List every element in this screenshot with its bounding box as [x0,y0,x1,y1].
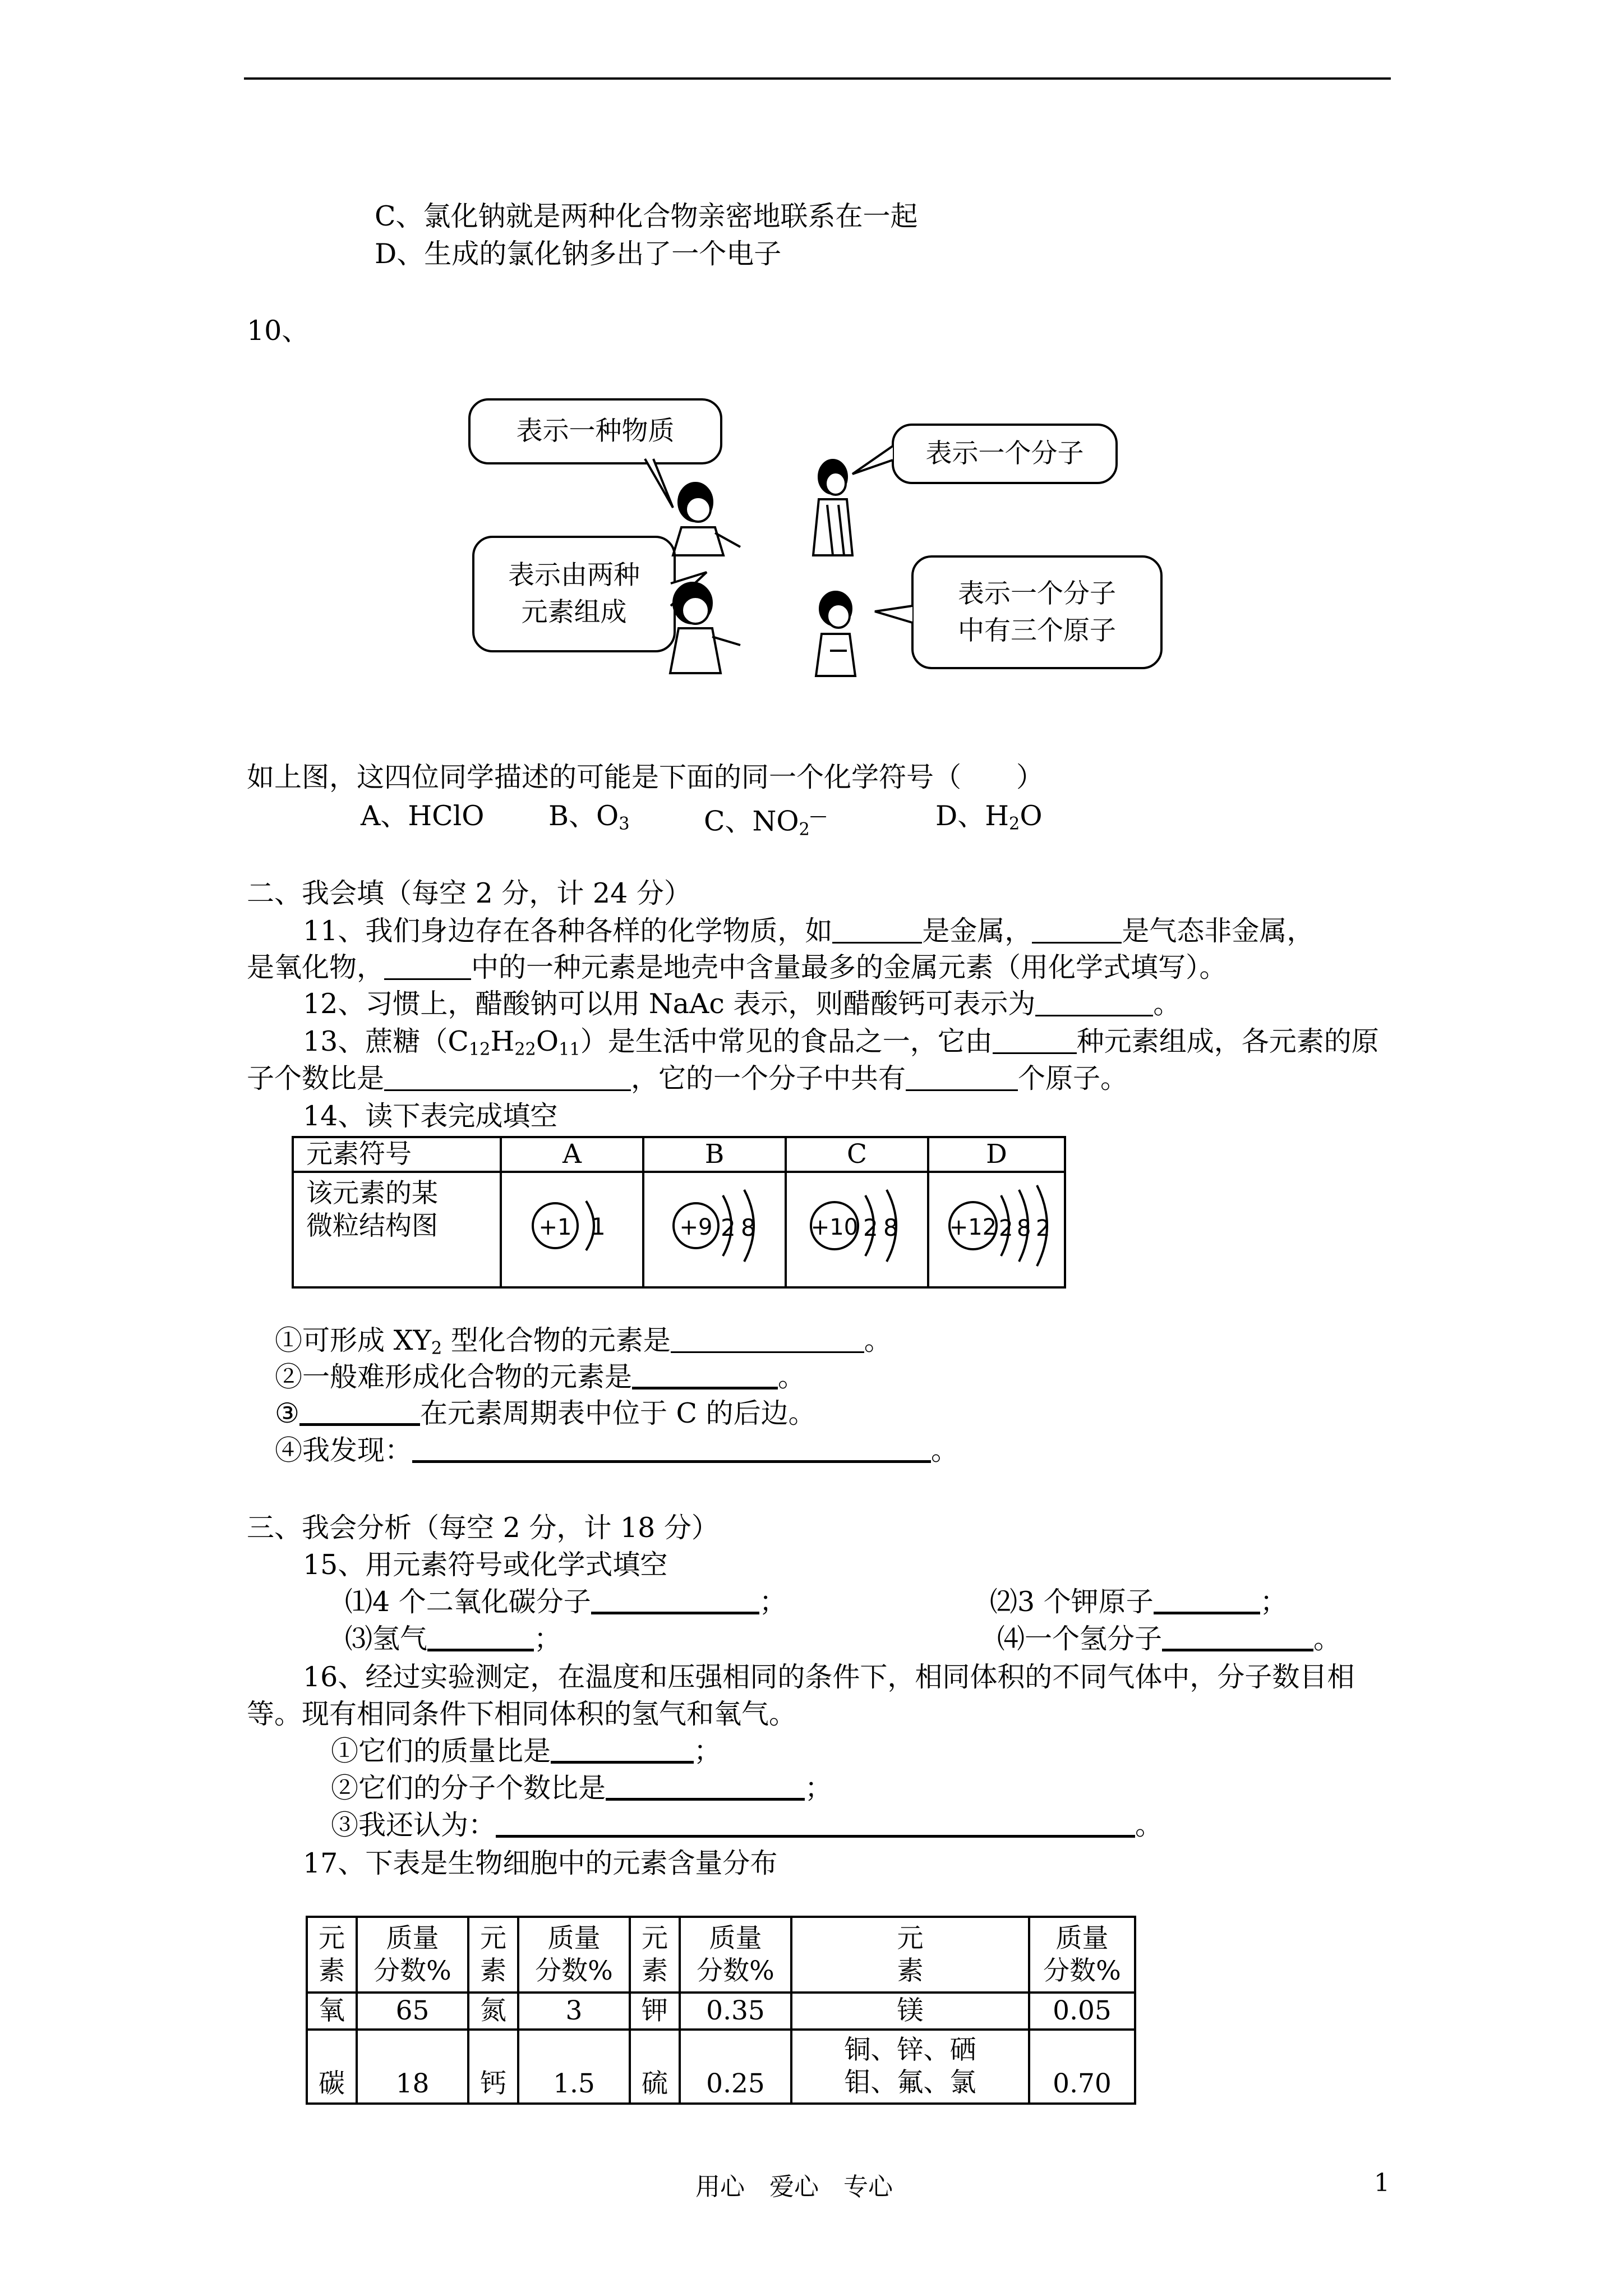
th-mass [1029,1917,1135,1993]
students-icon [460,387,1172,690]
text: O [1020,800,1043,832]
blank [1162,1624,1313,1651]
q13-line2 [247,1062,1128,1096]
q9-option-c: C、氯化钠就是两种化合物亲密地联系在一起 [375,200,918,232]
table-cell: 镁 [791,1993,1029,2030]
text: 分数% [1043,1955,1121,1986]
subscript: 22 [514,1039,536,1060]
text: 素 [480,1955,506,1986]
blank [906,1065,1018,1091]
bubble-text: 中有三个原子 [958,615,1116,646]
q15-4 [997,1622,1341,1656]
text: 素 [642,1955,668,1986]
atom-diagram-c [786,1172,928,1287]
table-cell [791,2030,1029,2104]
footer-motto: 用心 爱心 专心 [695,2173,893,2201]
bubble-text: 元素组成 [521,597,627,628]
table-cell: 1.5 [518,2030,630,2104]
blank [1035,990,1153,1016]
q10-option-a: A、HClO [361,800,485,832]
table-header-label: 元素符号 [293,1137,501,1172]
subscript: 2 [431,1338,442,1359]
q10-option-b [548,799,630,841]
text: 。 [931,1434,959,1466]
text: 分数% [535,1955,613,1986]
text: 质量 [386,1922,439,1954]
q16-line1: 16、经过实验测定，在温度和压强相同的条件下，相同体积的不同气体中，分子数目相 [303,1661,1355,1693]
q15-2 [990,1585,1288,1619]
nucleus-label: +10 [810,1214,859,1240]
blank [1154,1587,1260,1614]
q15-1 [345,1585,787,1619]
text: ⑶氢气 [345,1623,428,1655]
atom-structure-icon [787,1173,927,1278]
shell-label: 8 [1017,1216,1031,1241]
page-number: 1 [1374,2169,1390,2197]
text: 13、蔗糖（C [303,1025,469,1057]
q12 [303,987,1181,1021]
blank [551,1736,694,1764]
text: 12、习惯上，醋酸钠可以用 NaAc 表示，则醋酸钙可表示为 [303,988,1036,1020]
q16-line2: 等。现有相同条件下相同体积的氢气和氧气。 [247,1698,797,1730]
q10-option-c [704,799,827,846]
section2-heading: 二、我会填（每空 2 分，计 24 分） [247,877,691,909]
bubble-text: 表示一个分子 [958,578,1116,609]
blank [606,1773,805,1801]
text: ）是生活中常见的食品之一，它由 [580,1025,993,1057]
shell-label: 2 [999,1216,1013,1241]
text: 分数% [697,1955,774,1986]
nucleus-label: +1 [538,1214,572,1240]
text: 11、我们身边存在各种各样的化学物质，如 [303,915,833,947]
table-cell: 钾 [630,1993,680,2030]
shell-label: 1 [591,1213,606,1240]
blank [496,1810,1135,1838]
atom-diagram-b [643,1172,786,1287]
cartoon-figure [460,387,1172,690]
th-mass [357,1917,468,1993]
table-cell: 3 [518,1993,630,2030]
blank [384,1065,631,1091]
text: 个原子。 [1018,1062,1128,1094]
text: 微粒结构图 [306,1211,438,1241]
subscript: 11 [559,1039,580,1060]
subscript: 2 [1009,814,1020,834]
table-cell: 65 [357,1993,468,2030]
text: 质量 [547,1922,601,1954]
nucleus-label: +9 [679,1214,713,1240]
text: ④我发现： [275,1434,413,1466]
q16-2 [331,1772,832,1805]
table-row [307,2030,1135,2104]
q13-line1 [303,1025,1379,1067]
q14-title: 14、读下表完成填空 [303,1100,558,1132]
subscript: 12 [468,1039,491,1060]
th-mass [518,1917,630,1993]
text: B、O [548,800,619,832]
text: ③我还认为： [331,1809,496,1841]
blank [993,1028,1077,1054]
text: ； [694,1735,722,1767]
cell-element-table [306,1916,1136,2105]
text: 在元素周期表中位于 C 的后边。 [419,1397,816,1429]
blank [632,1362,778,1389]
text: 中的一种元素是地壳中含量最多的金属元素（用化学式填写）。 [471,951,1227,983]
table-cell: 氮 [468,1993,518,2030]
th-element [307,1917,357,1993]
atom-structure-icon [644,1173,785,1278]
text: 元 [642,1922,668,1954]
text: ； [534,1623,562,1655]
q14-4 [275,1434,958,1467]
table-cell: 0.35 [680,1993,791,2030]
table-row-label [293,1172,501,1287]
atom-structure-icon [502,1173,642,1278]
text: ③ [275,1397,299,1429]
shell-label: 8 [883,1214,898,1241]
bubble-text: 表示一种物质 [516,416,675,447]
shell-label: 2 [863,1214,878,1241]
atom-structure-icon [929,1173,1064,1278]
q14-2 [275,1360,805,1394]
blank [412,1435,931,1463]
text: 元 [480,1922,506,1954]
blank [591,1587,759,1614]
text: ①它们的质量比是 [331,1735,551,1767]
text: D、H [935,800,1009,832]
text: 。 [778,1361,806,1393]
q15-3 [345,1622,561,1656]
text: ⑷一个氢分子 [997,1623,1163,1655]
text: ②一般难形成化合物的元素是 [275,1361,633,1393]
q15-title: 15、用元素符号或化学式填空 [303,1549,668,1581]
text: 元 [319,1922,345,1954]
superscript: — [809,806,827,826]
shell-label: 2 [721,1214,736,1241]
text: 钼、氟、氯 [844,2067,976,2098]
text: 该元素的某 [306,1178,438,1209]
text: 种元素组成，各元素的原 [1076,1025,1379,1057]
blank [384,954,471,980]
blank [299,1398,420,1426]
text: 。 [864,1324,892,1356]
text: 是氧化物， [247,951,385,983]
th-mass [680,1917,791,1993]
blank [671,1327,864,1353]
table-col-a: A [501,1137,643,1172]
blank [1032,917,1122,944]
blank [832,917,922,944]
th-element [468,1917,518,1993]
section3-heading: 三、我会分析（每空 2 分，计 18 分） [247,1512,719,1544]
table-cell: 碳 [307,2030,357,2104]
subscript: 2 [799,820,810,840]
text: 是气态非金属， [1122,915,1315,947]
q16-3 [331,1809,1163,1842]
table-cell: 氧 [307,1993,357,2030]
text: O [536,1025,559,1057]
text: ； [759,1586,787,1618]
table-col-c: C [786,1137,928,1172]
th-element [630,1917,680,1993]
q9-option-d: D、生成的氯化钠多出了一个电子 [375,238,782,270]
table-cell: 0.25 [680,2030,791,2104]
bubble-text: 表示由两种 [508,560,640,591]
q14-1 [275,1324,892,1366]
table-cell: 0.70 [1029,2030,1135,2104]
q16-1 [331,1734,721,1768]
text: ⑴4 个二氧化碳分子 [345,1586,591,1618]
text: ②它们的分子个数比是 [331,1772,606,1804]
text: 质量 [1055,1922,1109,1954]
blank [427,1624,534,1651]
table-col-b: B [643,1137,786,1172]
text: ； [1260,1586,1288,1618]
text: 质量 [709,1922,762,1954]
text: 型化合物的元素是 [442,1324,671,1356]
q10-option-d [935,799,1043,841]
text: 。 [1153,988,1181,1020]
shell-label: 2 [1036,1216,1050,1241]
q10-number: 10、 [247,315,310,347]
text: 。 [1135,1809,1163,1841]
text: ①可形成 XY [275,1324,431,1356]
text: 素 [897,1955,924,1986]
table-col-d: D [928,1137,1065,1172]
atom-diagram-a [501,1172,643,1287]
table-cell: 硫 [630,2030,680,2104]
th-element [791,1917,1029,1993]
text: 铜、锌、硒 [844,2035,976,2065]
text: 子个数比是 [247,1062,385,1094]
text: 素 [319,1955,345,1986]
text: 元 [897,1922,924,1954]
text: H [490,1025,515,1057]
q11-line2 [247,951,1227,984]
shell-label: 8 [741,1214,756,1241]
bubble-text: 表示一个分子 [925,438,1084,469]
text: ，它的一个分子中共有 [631,1062,906,1094]
q17-title: 17、下表是生物细胞中的元素含量分布 [303,1847,778,1879]
subscript: 3 [619,814,630,834]
q10-stem: 如上图，这四位同学描述的可能是下面的同一个化学符号（ ） [247,761,1044,793]
text: C、NO [704,805,799,838]
atom-structure-table [292,1136,1066,1289]
table-cell: 钙 [468,2030,518,2104]
table-cell: 0.05 [1029,1993,1135,2030]
q14-3 [275,1397,816,1430]
text: ； [805,1772,833,1804]
text: 。 [1313,1623,1341,1655]
text: 是金属， [922,915,1032,947]
text: ⑵3 个钾原子 [990,1586,1154,1618]
atom-diagram-d [928,1172,1065,1287]
table-row [307,1993,1135,2030]
q11-line1 [303,914,1314,948]
table-cell: 18 [357,2030,468,2104]
nucleus-label: +12 [949,1214,997,1240]
text: 分数% [374,1955,451,1986]
header-rule [244,77,1391,80]
